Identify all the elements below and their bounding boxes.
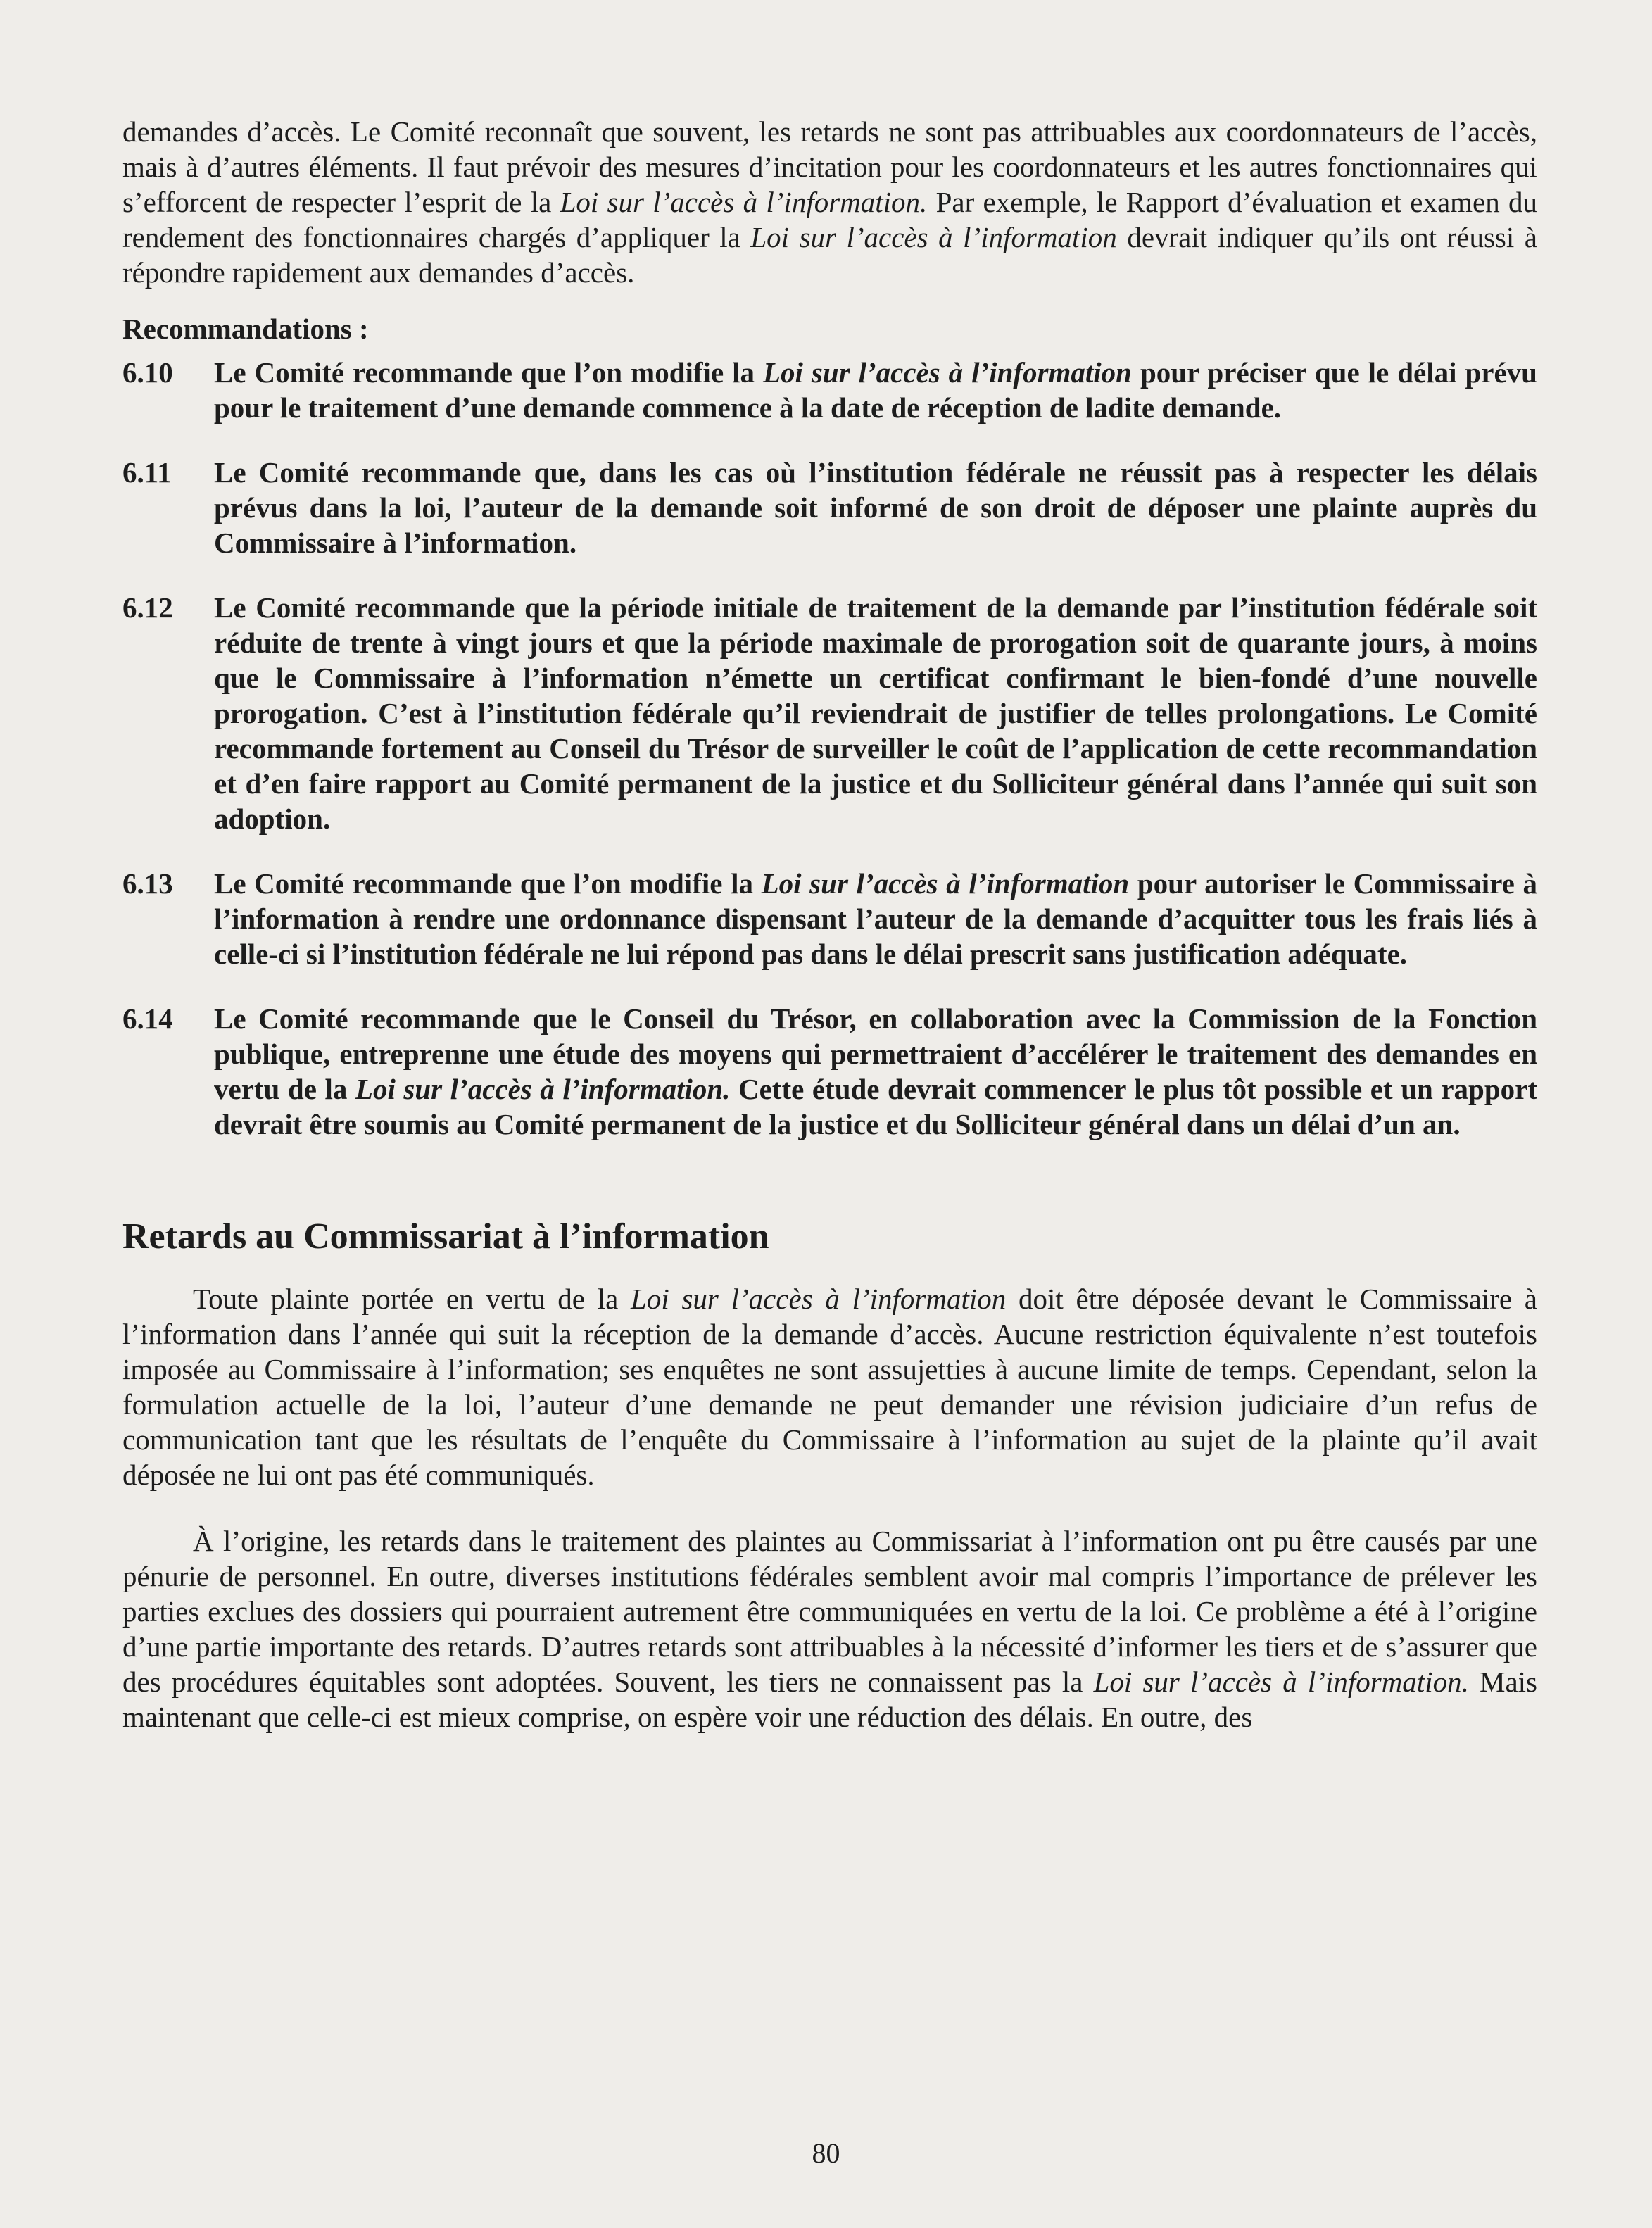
rec-italic-part: Loi sur l’accès à l’information: [763, 356, 1132, 389]
rec-text-part: Le Comité recommande que le Conseil du Trésor, en collaboration avec la Commission de la Fonction publique, entreprenne une étude des moyens qui permettraient d’accélérer le traitement des demandes en vertu de la: [214, 1002, 1537, 1105]
rec-italic-part: Loi sur l’accès à l’information.: [355, 1073, 731, 1105]
recommendation-number: 6.10: [122, 356, 173, 389]
recommendation-text: [214, 355, 1537, 425]
body-text-part: Toute plainte portée en vertu de la: [193, 1283, 631, 1315]
intro-italic-2: Loi sur l’accès à l’information: [750, 221, 1117, 253]
rec-text-part: Le Comité recommande que la période initiale de traitement de la demande par l’institution fédérale soit réduite de trente à vingt jours et que la période maximale de prorogation soit de quarante jours, à moins que le Commissaire à l’information n’émette un certificat confirmant le bien-fondé d’une nouvelle prorogation. C’est à l’institution fédérale qu’il reviendrait de justifier de telles prolongations. Le Comité recommande fortement au Conseil du Trésor de surveiller le coût de l’application de cette recommandation et d’en faire rapport au Comité permanent de la justice et du Solliciteur général dans l’année qui suit son adoption.: [214, 591, 1537, 835]
rec-text-part: Le Comité recommande que, dans les cas où l’institution fédérale ne réussit pas à respecter les délais prévus dans la loi, l’auteur de la demande soit informé de son droit de déposer une plainte auprès du Commissaire à l’information.: [214, 456, 1537, 559]
body-text-part: À l’origine, les retards dans le traitement des plaintes au Commissariat à l’information ont pu être causés par une pénurie de personnel. En outre, diverses institutions fédérales semblent avoir mal compris l’importance de prélever les parties exclues des dossiers qui pourraient autrement être communiquées en vertu de la loi. Ce problème a été à l’origine d’une partie importante des retards. D’autres retards sont attribuables à la nécessité d’informer les tiers et de s’assurer que des procédures équitables sont adoptées. Souvent, les tiers ne connaissent pas la: [122, 1525, 1537, 1698]
recommendation-number: 6.14: [122, 1002, 173, 1035]
body-italic-part: Loi sur l’accès à l’information.: [1093, 1666, 1469, 1698]
page-content: [122, 114, 1537, 1766]
intro-paragraph: [122, 114, 1537, 290]
recommendation-6-13: [122, 866, 1537, 971]
recommendation-number: 6.12: [122, 591, 173, 624]
recommendation-text: [214, 455, 1537, 560]
body-paragraph-2: [122, 1523, 1537, 1735]
recommendation-6-10: [122, 355, 1537, 425]
recommendations-heading: Recommandations :: [122, 313, 369, 345]
rec-text-part: pour préciser que le délai prévu pour le traitement d’une demande commence à la date de réception de ladite demande.: [214, 356, 1537, 424]
page-number: 80: [812, 2137, 840, 2169]
rec-text-part: pour autoriser le Commissaire à l’information à rendre une ordonnance dispensant l’auteur de la demande d’acquitter tous les frais liés à celle-ci si l’institution fédérale ne lui répond pas dans le délai prescrit sans justification adéquate.: [214, 867, 1537, 970]
body-text-part: Mais maintenant que celle-ci est mieux comprise, on espère voir une réduction des délais. En outre, des: [122, 1666, 1537, 1733]
recommendation-number: 6.13: [122, 867, 173, 900]
body-paragraph-1: [122, 1281, 1537, 1492]
recommendation-number: 6.11: [122, 456, 172, 489]
rec-italic-part: Loi sur l’accès à l’information: [761, 867, 1130, 900]
body-text-part: doit être déposée devant le Commissaire à l’information dans l’année qui suit la réception de la demande d’accès. Aucune restriction équivalente n’est toutefois imposée au Commissaire à l’information; ses enquêtes ne sont assujetties à aucune limite de temps. Cependant, selon la formulation actuelle de la loi, l’auteur d’une demande ne peut demander une révision judiciaire d’un refus de communication tant que les résultats de l’enquête du Commissaire à l’information au sujet de la plainte qu’il avait déposée ne lui ont pas été communiqués.: [122, 1283, 1538, 1491]
recommendation-text: [214, 1001, 1537, 1142]
recommendation-6-12: [122, 590, 1537, 836]
recommendation-text: [214, 866, 1537, 971]
intro-italic-1: Loi sur l’accès à l’information.: [560, 186, 928, 218]
recommendation-text: [214, 590, 1537, 836]
intro-text-3: devrait indiquer qu’ils ont réussi à répondre rapidement aux demandes d’accès.: [122, 221, 1537, 289]
recommendation-6-14: [122, 1001, 1537, 1142]
rec-text-part: Le Comité recommande que l’on modifie la: [214, 356, 763, 389]
body-italic-part: Loi sur l’accès à l’information: [631, 1283, 1007, 1315]
recommendation-6-11: [122, 455, 1537, 560]
intro-text-2: Par exemple, le Rapport d’évaluation et examen du rendement des fonctionnaires chargés d’appliquer la: [122, 186, 1538, 253]
rec-text-part: Cette étude devrait commencer le plus tôt possible et un rapport devrait être soumis au Comité permanent de la justice et du Solliciteur général dans un délai d’un an.: [214, 1073, 1538, 1140]
section-title: Retards au Commissariat à l’information: [122, 1216, 769, 1257]
rec-text-part: Le Comité recommande que l’on modifie la: [214, 867, 762, 900]
intro-text-1: demandes d’accès. Le Comité reconnaît que souvent, les retards ne sont pas attribuables aux coordonnateurs de l’accès, mais à d’autres éléments. Il faut prévoir des mesures d’incitation pour les coordonnateurs et les autres fonctionnaires qui s’efforcent de respecter l’esprit de la: [122, 115, 1537, 218]
